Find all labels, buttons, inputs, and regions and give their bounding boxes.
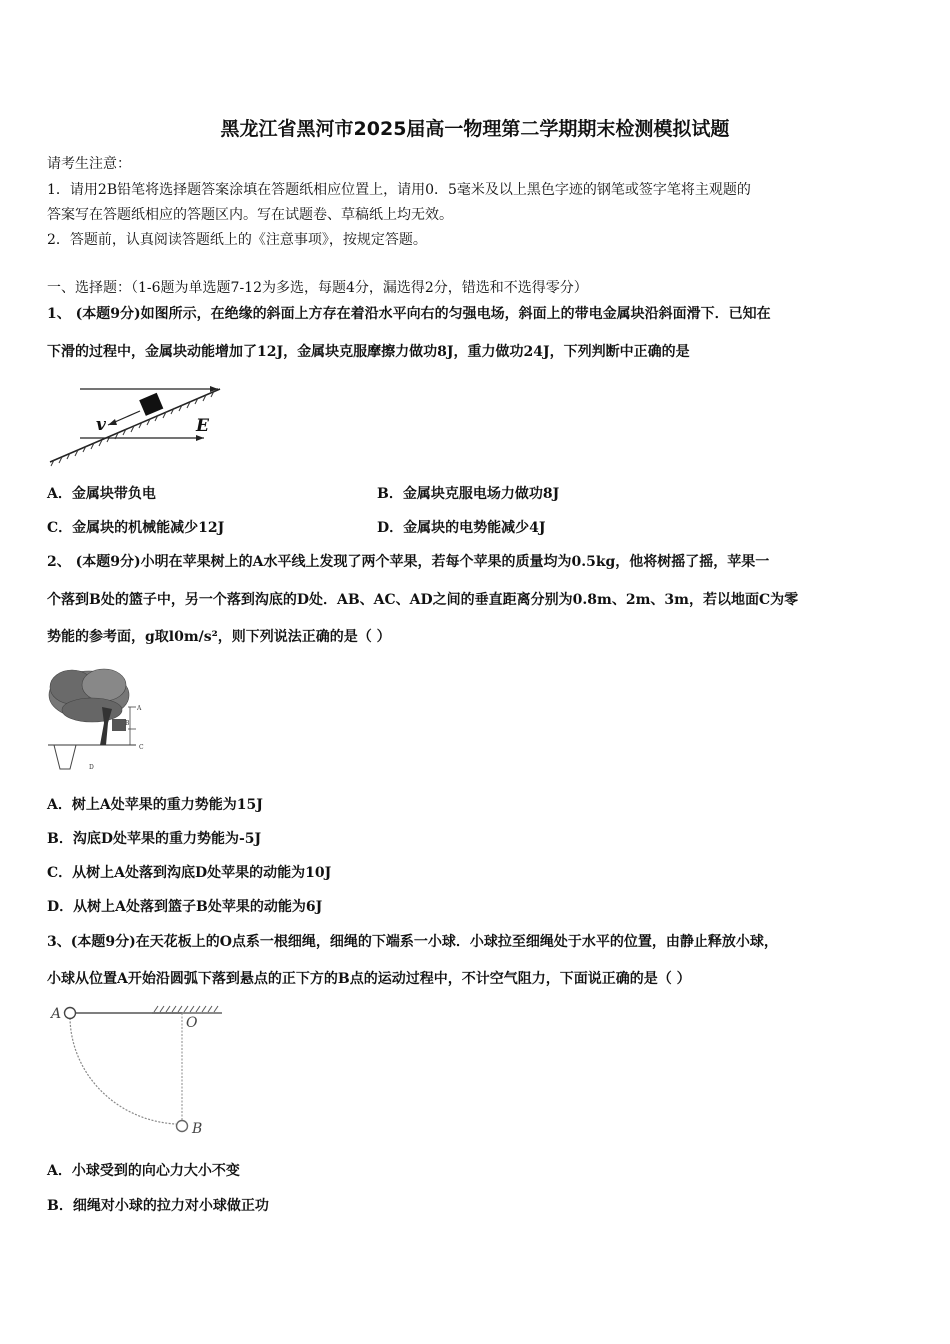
q1-stem-line-2: 下滑的过程中，金属块动能增加了12J，金属块克服摩擦力做功8J，重力做功24J，下列判断中正确的是 [47,344,690,360]
notice-heading: 请考生注意： [47,156,131,172]
q1-incline-figure [44,380,224,470]
q2-stem-line-1: 2、 (本题9分)小明在苹果树上的A水平线上发现了两个苹果，若每个苹果的质量均为0.5kg，他将树摇了摇，苹果一 [47,554,770,570]
q2-fig-label-b: B [125,720,130,727]
q1-option-c: C．金属块的机械能减少12J [47,520,225,536]
q2-option-b: B．沟底D处苹果的重力势能为-5J [47,831,262,847]
notice-line-2: 2．答题前，认真阅读答题纸上的《注意事项》，按规定答题。 [47,232,427,248]
q1-fig-label-e: E [196,416,209,436]
q1-stem-line-1: 1、 (本题9分)如图所示，在绝缘的斜面上方存在着沿水平向右的匀强电场，斜面上的带电金属块沿斜面滑下．已知在 [47,306,771,322]
section-heading: 一、选择题：（1-6题为单选题7-12为多选，每题4分，漏选得2分，错选和不选得零分） [47,280,588,296]
q3-option-a: A．小球受到的向心力大小不变 [47,1163,240,1179]
q3-pendulum-figure [44,1000,224,1140]
q3-option-b: B．细绳对小球的拉力对小球做正功 [47,1198,269,1214]
q2-fig-label-c: C [139,744,144,751]
q2-fig-label-a: A [137,705,142,712]
q2-option-c: C．从树上A处落到沟底D处苹果的动能为10J [47,865,332,881]
q3-fig-label-a: A [51,1006,62,1022]
q1-option-a: A．金属块带负电 [47,486,156,502]
q3-stem-line-2: 小球从位置A开始沿圆弧下落到悬点的正下方的B点的运动过程中，不计空气阻力，下面说正确的是（ ） [47,971,691,987]
q1-option-d: D．金属块的电势能减少4J [377,520,546,536]
q2-fig-label-d: D [89,764,94,771]
q1-option-b: B．金属块克服电场力做功8J [377,486,560,502]
q2-apple-tree-figure [44,665,149,773]
q2-option-d: D．从树上A处落到篮子B处苹果的动能为6J [47,899,323,915]
page-title: 黑龙江省黑河市2025届高一物理第二学期期末检测模拟试题 [220,118,730,140]
q2-option-a: A．树上A处苹果的重力势能为15J [47,797,263,813]
notice-line-1b: 答案写在答题纸相应的答题区内。写在试题卷、草稿纸上均无效。 [47,207,453,223]
notice-line-1a: 1．请用2B铅笔将选择题答案涂填在答题纸相应位置上，请用0．5毫米及以上黑色字迹的钢笔或签字笔将主观题的 [47,182,751,198]
q3-stem-line-1: 3、(本题9分)在天花板上的O点系一根细绳，细绳的下端系一小球．小球拉至细绳处于水平的位置，由静止释放小球， [47,934,778,950]
q2-stem-line-2: 个落到B处的篮子中，另一个落到沟底的D处．AB、AC、AD之间的垂直距离分别为0.8m、2m、3m，若以地面C为零 [47,592,799,608]
q2-stem-line-3: 势能的参考面，g取l0m/s²，则下列说法正确的是（ ） [47,629,391,645]
q3-fig-label-b: B [192,1121,203,1137]
q1-fig-label-v: v [96,415,106,435]
q3-fig-label-o: O [186,1015,198,1031]
